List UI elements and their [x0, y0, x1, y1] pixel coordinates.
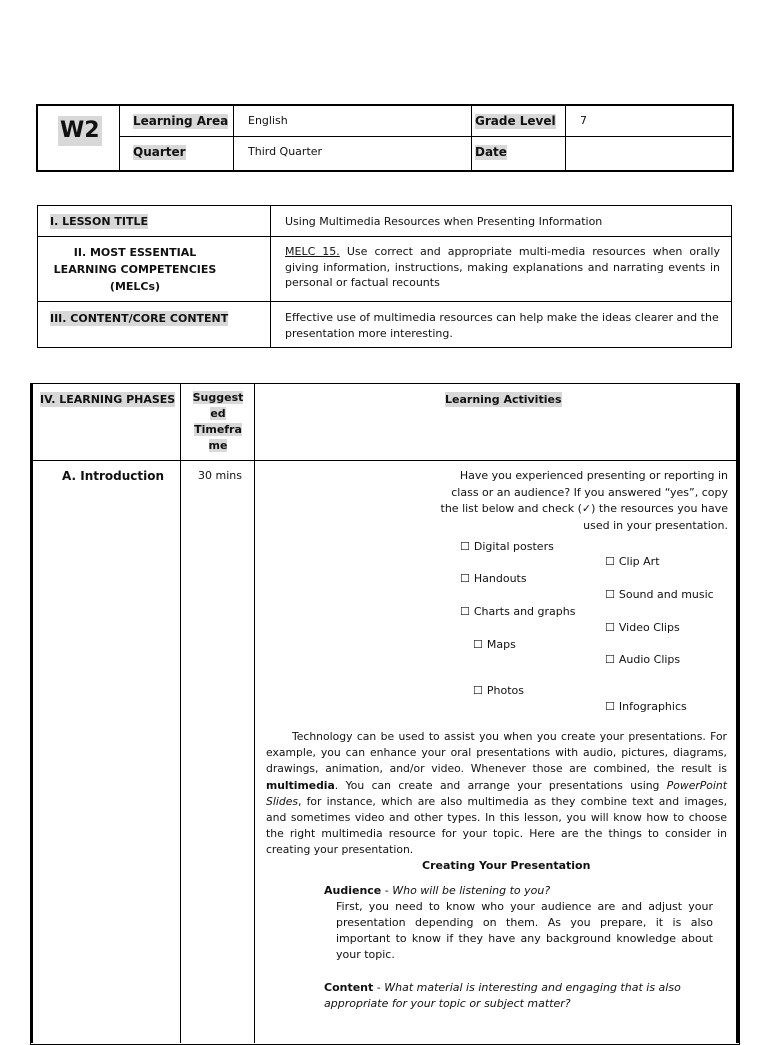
- creating-heading: Creating Your Presentation: [422, 859, 591, 872]
- timeframe-header-line1: Suggest: [192, 391, 244, 404]
- melc-label: [40, 244, 230, 295]
- divider: [180, 383, 181, 1043]
- content-label: III. CONTENT/CORE CONTENT: [50, 312, 229, 325]
- lesson-title-label: I. LESSON TITLE: [50, 215, 148, 228]
- checklist-item: ☐ Infographics: [605, 699, 687, 714]
- audience-label: Audience: [324, 884, 382, 897]
- lesson-title-value: Using Multimedia Resources when Presenting Information: [285, 215, 603, 228]
- melc-code: MELC 15.: [285, 245, 340, 258]
- para-part: Technology can be used to assist you when you create your presentations. For example, you can enhance your oral presentations with audio, pictures, diagrams, drawings, animation, and/or video. Whenever those are combined, the result is: [266, 730, 727, 776]
- timeframe-header-line2: ed: [210, 407, 226, 420]
- content-heading: Content - What material is interesting and engaging that is also appropriate for your topic or subject matter?: [324, 981, 681, 1010]
- multimedia-term: multimedia: [266, 778, 335, 792]
- activities-col-header: Learning Activities: [445, 393, 562, 406]
- intro-time: 30 mins: [198, 469, 242, 482]
- content-label2: Content: [324, 981, 374, 994]
- checklist-item: ☐ Charts and graphs: [460, 604, 575, 619]
- audience-heading: Audience - Who will be listening to you?: [324, 884, 551, 897]
- divider: [270, 205, 271, 347]
- audience-question: Who will be listening to you?: [392, 884, 551, 897]
- divider: [37, 236, 731, 237]
- divider: [736, 383, 739, 1043]
- phases-col-header: IV. LEARNING PHASES: [40, 393, 176, 406]
- melc-text: [285, 244, 720, 291]
- divider: [30, 460, 738, 461]
- timeframe-header-line3: Timefra: [194, 423, 242, 436]
- week-label: W2: [58, 116, 102, 146]
- melc-label-line3: (MELCs): [109, 280, 161, 293]
- checklist-item: ☐ Video Clips: [605, 620, 680, 635]
- audience-text: First, you need to know who your audience are and adjust your presentation depending on them. As you prepare, it is also important to know if they have any background knowledge about your topic.: [336, 900, 713, 961]
- melc-description: Use correct and appropriate multi-media resources when orally giving information, instructions, making explanations and narrating events in personal or factual recounts: [285, 245, 720, 289]
- checklist-item: ☐ Handouts: [460, 571, 527, 586]
- divider: [30, 383, 33, 1043]
- checklist-item: ☐ Photos: [473, 683, 524, 698]
- checklist-item: ☐ Digital posters: [460, 539, 554, 554]
- date-label: Date: [475, 145, 507, 159]
- melc-label-line2: LEARNING COMPETENCIES: [53, 263, 217, 276]
- melc-label-line1: II. MOST ESSENTIAL: [73, 246, 197, 259]
- learning-area-label: Learning Area: [133, 114, 229, 128]
- quarter-value: Third Quarter: [248, 145, 323, 158]
- intro-question: Have you experienced presenting or reporting in class or an audience? If you answered “yes”, copy the list below and check (✓) the resources you have used in your presentation.: [440, 469, 728, 532]
- timeframe-col-header: [182, 390, 254, 454]
- grade-level-value: 7: [580, 114, 587, 127]
- para-part: , for instance, which are also multimedia as they combine text and images, and sometimes video and other types. In this lesson, you will know how to choose the right multimedia resource for your topic. Here are the things to consider in creating your presentation.: [266, 794, 727, 857]
- checklist-item: ☐ Clip Art: [605, 554, 660, 569]
- checklist-item: ☐ Sound and music: [605, 587, 714, 602]
- para-part: . You can create and arrange your presentations using: [334, 778, 667, 792]
- divider: [120, 136, 731, 137]
- timeframe-header-line4: me: [208, 439, 228, 452]
- quarter-label: Quarter: [133, 145, 186, 159]
- divider: [565, 106, 566, 170]
- powerpoint-term: PowerPoint Slides: [266, 778, 727, 808]
- content-value: Effective use of multimedia resources can help make the ideas clearer and the presentation more interesting.: [285, 311, 719, 340]
- intro-label: A. Introduction: [62, 469, 165, 483]
- learning-area-value: English: [248, 114, 288, 127]
- content-question: What material is interesting and engaging that is also appropriate for your topic or subject matter?: [324, 981, 681, 1010]
- grade-level-label: Grade Level: [475, 114, 556, 128]
- checklist-item: ☐ Audio Clips: [605, 652, 680, 667]
- checklist-item: ☐ Maps: [473, 637, 516, 652]
- multimedia-paragraph: [266, 729, 727, 859]
- divider: [119, 106, 120, 170]
- divider: [471, 106, 472, 170]
- divider: [37, 301, 731, 302]
- divider: [254, 383, 255, 1043]
- divider: [233, 106, 234, 170]
